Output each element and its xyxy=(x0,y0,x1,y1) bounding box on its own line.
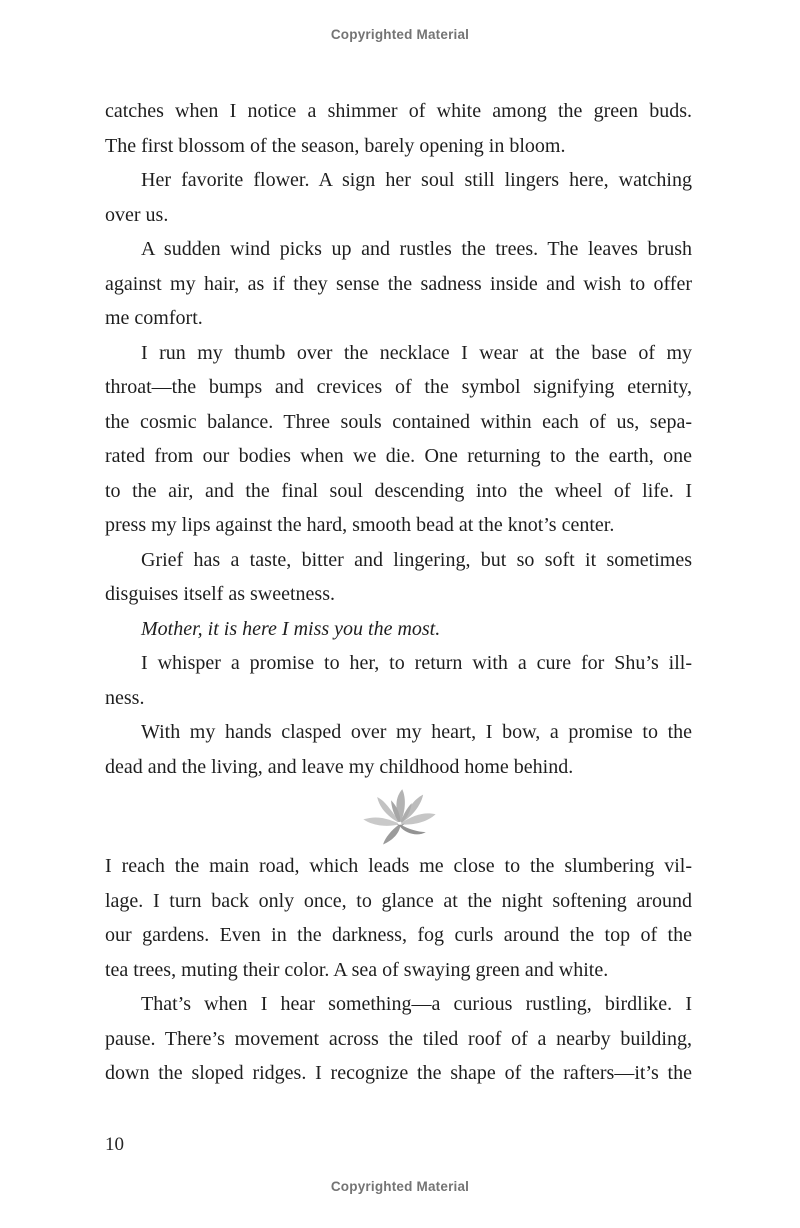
paragraph xyxy=(105,336,692,543)
text-line: our gardens. Even in the darkness, fog curls around the top of the xyxy=(105,924,692,946)
paragraph xyxy=(105,94,692,163)
text-line: A sudden wind picks up and rustles the trees. The leaves brush xyxy=(141,238,692,260)
text-line: down the sloped ridges. I recognize the shape of the rafters—it’s the xyxy=(105,1062,692,1084)
text-line: The first blossom of the season, barely opening in bloom. xyxy=(105,134,566,157)
text-line: to the air, and the final soul descending into the wheel of life. I xyxy=(105,479,692,502)
copyright-notice-top: Copyrighted Material xyxy=(330,27,470,42)
paragraph xyxy=(105,543,692,612)
text-line: throat—the bumps and crevices of the symbol signifying eternity, xyxy=(105,376,692,398)
paragraph xyxy=(105,715,692,784)
text-line: catches when I notice a shimmer of white among the green buds. xyxy=(105,100,692,122)
text-line: tea trees, muting their color. A sea of swaying green and white. xyxy=(105,958,609,981)
text-line: the cosmic balance. Three souls contained within each of us, sepa- xyxy=(105,410,692,433)
paragraph xyxy=(105,612,692,647)
text-line: I reach the main road, which leads me close to the slumbering vil- xyxy=(105,855,692,877)
text-line: me comfort. xyxy=(105,307,203,329)
text-line: I run my thumb over the necklace I wear at the base of my xyxy=(141,341,692,364)
paragraph xyxy=(105,163,692,232)
text-line: disguises itself as sweetness. xyxy=(105,583,335,605)
text-line: press my lips against the hard, smooth bead at the knot’s center. xyxy=(105,514,615,536)
text-line: rated from our bodies when we die. One returning to the earth, one xyxy=(105,445,692,467)
text-line: over us. xyxy=(105,203,169,226)
text-line: lage. I turn back only once, to glance at the night softening around xyxy=(105,889,692,912)
text-line: Mother, it is here I miss you the most. xyxy=(141,617,441,640)
text-line: dead and the living, and leave my childhood home behind. xyxy=(105,755,574,778)
paragraph xyxy=(105,646,692,715)
body-section-bottom xyxy=(105,849,692,1091)
paragraph xyxy=(105,232,692,336)
text-line: Grief has a taste, bitter and lingering, but so soft it sometimes xyxy=(141,548,692,571)
lotus-ornament xyxy=(105,785,692,847)
text-line: against my hair, as if they sense the sadness inside and wish to offer xyxy=(105,272,692,295)
page-number: 10 xyxy=(105,1134,124,1155)
page-body-text xyxy=(105,94,692,1091)
copyright-notice-bottom: Copyrighted Material xyxy=(330,1179,470,1194)
text-line: ness. xyxy=(105,686,145,709)
text-line: pause. There’s movement across the tiled roof of a nearby building, xyxy=(105,1027,692,1050)
text-line: That’s when I hear something—a curious rustling, birdlike. I xyxy=(141,993,692,1015)
text-line: Her favorite flower. A sign her soul still lingers here, watching xyxy=(141,169,692,191)
text-line: I whisper a promise to her, to return with a cure for Shu’s ill- xyxy=(141,652,692,674)
body-section-top xyxy=(105,94,692,784)
lotus-flower-icon xyxy=(354,784,444,848)
paragraph xyxy=(105,987,692,1091)
text-line: With my hands clasped over my heart, I bow, a promise to the xyxy=(141,721,692,743)
paragraph xyxy=(105,849,692,987)
